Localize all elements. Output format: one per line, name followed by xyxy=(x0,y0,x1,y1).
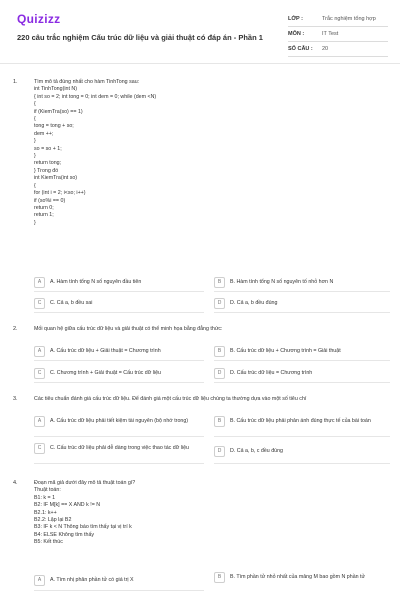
option-a[interactable] xyxy=(34,416,210,427)
option-text: A. Tìm nhị phân phần tử có giá trị X xyxy=(50,577,134,584)
meta-row-class xyxy=(288,12,388,27)
meta-value-subject: IT Test xyxy=(322,31,339,37)
question-text: Các tiêu chuẩn đánh giá cấu trúc dữ liệu. Để đánh giá một cấu trúc dữ liệu chúng ta thường dựa vào một số tiêu chí xyxy=(34,396,307,402)
option-b[interactable] xyxy=(214,572,390,583)
option-d[interactable] xyxy=(214,446,390,457)
option-divider xyxy=(34,463,204,464)
quizizz-logo: Quizizz xyxy=(17,12,61,26)
option-text: C. Cả a, b đều sai xyxy=(50,300,93,307)
option-b[interactable] xyxy=(214,346,390,357)
option-c[interactable] xyxy=(34,368,204,379)
option-key-d: D xyxy=(214,298,225,309)
option-text: C. Cấu trúc dữ liệu phải dễ dàng trong việc thao tác dữ liệu xyxy=(50,445,190,452)
option-divider xyxy=(214,360,390,361)
option-a[interactable] xyxy=(34,346,204,357)
meta-row-subject xyxy=(288,27,388,42)
option-b[interactable] xyxy=(214,416,390,427)
option-key-a: A xyxy=(34,346,45,357)
document-title: 220 câu trắc nghiệm Cấu trúc dữ liệu và giải thuật có đáp án - Phần 1 xyxy=(17,33,263,42)
option-b[interactable] xyxy=(214,277,390,288)
option-d[interactable] xyxy=(214,298,390,309)
option-key-c: C xyxy=(34,443,45,454)
option-key-c: C xyxy=(34,298,45,309)
option-text: C. Chương trình + Giải thuật = Cấu trúc dữ liệu xyxy=(50,370,161,377)
option-key-a: A xyxy=(34,575,45,586)
option-divider xyxy=(34,382,204,383)
option-divider xyxy=(214,436,390,437)
option-divider xyxy=(214,312,390,313)
option-divider xyxy=(34,360,204,361)
option-key-d: D xyxy=(214,368,225,379)
option-d[interactable] xyxy=(214,368,390,379)
option-text: B. Tìm phần tử nhỏ nhất của mảng M bao gồm N phần tử xyxy=(230,574,366,581)
option-divider xyxy=(214,463,390,464)
option-c[interactable] xyxy=(34,298,194,309)
question-number: 2. xyxy=(13,326,18,332)
option-divider xyxy=(214,382,390,383)
option-text: B. Cấu trúc dữ liệu + Chương trình = Giải thuật xyxy=(230,348,341,355)
question-text: Tìm mô tả đúng nhất cho hàm TinhTong sau: int TinhTong(int N) { int so = 2; int tong = 0; int dem = 0; while (dem <N) { if (KiemTra(so) == 1) { tong = tong + so; dem ++; } so = so + 1; } return tong; } Trong đó int KiemTra(int so) { for (int i = 2; i<so; i++) if (so%i == 0) return 0; return 1; } xyxy=(34,79,157,226)
meta-label-class: LỚP : xyxy=(288,16,303,22)
option-text: B. Cấu trúc dữ liệu phải phản ánh đúng thực tế của bài toán xyxy=(230,418,371,425)
meta-value-class: Trắc nghiệm tổng hợp xyxy=(322,16,376,22)
option-text: D. Cấu trúc dữ liệu = Chương trình xyxy=(230,370,313,377)
option-a[interactable] xyxy=(34,575,204,586)
meta-table xyxy=(288,12,388,57)
option-key-d: D xyxy=(214,446,225,457)
option-key-b: B xyxy=(214,416,225,427)
page-header xyxy=(0,0,400,64)
question-text: Đoạn mã giả dưới đây mô tả thuật toán gì? Thuật toán: B1: k = 1 B2: IF M[k] == X AND k != N B2.1: k++ B2.2: Lặp lại B2 B3: IF k < N Thông báo tìm thấy tại vị trí k B4: ELSE Không tìm thấy B5: Kết thúc xyxy=(34,480,136,546)
option-key-a: A xyxy=(34,416,45,427)
option-divider xyxy=(34,436,204,437)
option-key-b: B xyxy=(214,572,225,583)
option-text: A. Hàm tính tổng N số nguyên đầu tiên xyxy=(50,279,142,286)
option-text: B. Hàm tính tổng N số nguyên tố nhỏ hơn N xyxy=(230,279,334,286)
meta-label-count: SỐ CÂU : xyxy=(288,46,313,52)
option-divider xyxy=(214,291,390,292)
option-divider xyxy=(34,291,204,292)
question-text: Mối quan hệ giữa cấu trúc dữ liệu và giải thuật có thể minh họa bằng đẳng thức: xyxy=(34,326,223,332)
option-text: D. Cả a, b đều đúng xyxy=(230,300,278,307)
meta-label-subject: MÔN : xyxy=(288,31,305,37)
option-key-c: C xyxy=(34,368,45,379)
option-text: A. Cấu trúc dữ liệu + Giải thuật = Chương trình xyxy=(50,348,161,355)
meta-value-count: 20 xyxy=(322,46,329,52)
option-key-b: B xyxy=(214,277,225,288)
option-divider xyxy=(34,590,204,591)
option-key-a: A xyxy=(34,277,45,288)
question-number: 3. xyxy=(13,396,18,402)
option-text: D. Cả a, b, c đều đúng xyxy=(230,448,284,455)
option-text: A. Cấu trúc dữ liệu phải tiết kiệm tài nguyên (bộ nhớ trong) xyxy=(50,418,189,425)
option-a[interactable] xyxy=(34,277,194,288)
question-number: 1. xyxy=(13,79,18,85)
option-key-b: B xyxy=(214,346,225,357)
meta-row-count xyxy=(288,42,388,57)
option-c[interactable] xyxy=(34,443,210,454)
question-number: 4. xyxy=(13,480,18,486)
option-divider xyxy=(34,312,204,313)
